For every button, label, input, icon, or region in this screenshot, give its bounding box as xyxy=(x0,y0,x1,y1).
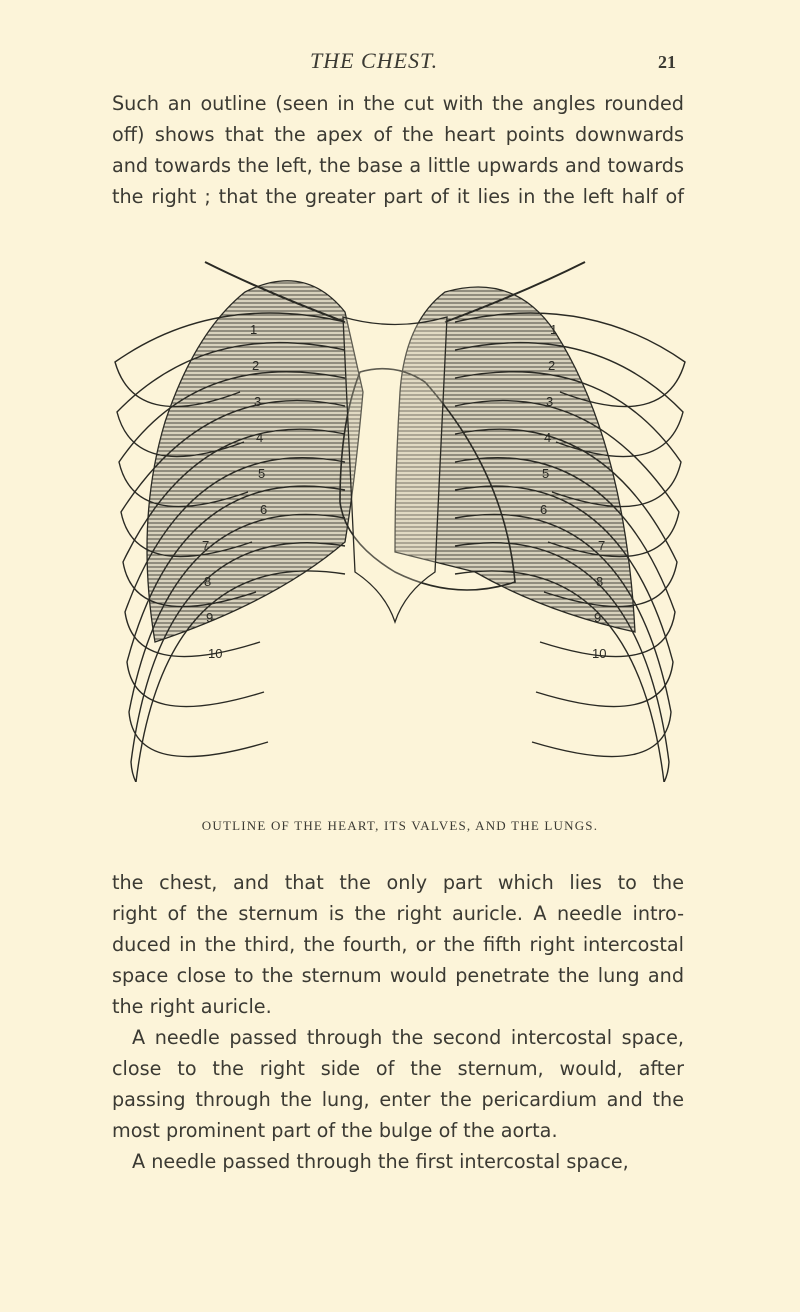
rib-number-label: 1 xyxy=(250,322,258,337)
rib-number-label: 6 xyxy=(260,502,268,517)
paragraph-bottom xyxy=(112,867,684,1177)
running-header xyxy=(0,48,800,78)
rib-number-label: 8 xyxy=(596,574,604,589)
text-line: passing through the lung, enter the pericardium and the xyxy=(112,1088,684,1111)
figure-caption: OUTLINE OF THE HEART, ITS VALVES, AND THE LUNGS. xyxy=(201,818,599,833)
page-number: 21 xyxy=(658,52,676,72)
text-line: Such an outline (seen in the cut with the angles rounded xyxy=(112,92,684,115)
rib-number-label: 9 xyxy=(206,610,214,625)
rib-number-label: 3 xyxy=(254,394,262,409)
sternum xyxy=(343,317,447,622)
rib-number-label: 7 xyxy=(202,538,210,553)
text-line: right of the sternum is the right auricle. A needle intro- xyxy=(112,902,684,925)
text-line: close to the right side of the sternum, would, after xyxy=(112,1057,684,1080)
rib-number-label: 2 xyxy=(252,358,260,373)
text-line: the right auricle. xyxy=(112,995,272,1018)
text-line: duced in the third, the fourth, or the fifth right intercostal xyxy=(112,933,684,956)
paragraph-top xyxy=(112,88,684,212)
text-line: A needle passed through the first intercostal space, xyxy=(132,1150,629,1173)
rib-number-label: 10 xyxy=(208,646,223,661)
chest-illustration xyxy=(95,222,705,782)
rib-number-label: 9 xyxy=(594,610,602,625)
rib-number-label: 1 xyxy=(550,322,558,337)
rib-number-label: 8 xyxy=(204,574,212,589)
rib-number-label: 4 xyxy=(544,430,552,445)
text-line: off) shows that the apex of the heart points downwards xyxy=(112,123,684,146)
rib-number-label: 6 xyxy=(540,502,548,517)
rib-number-label: 2 xyxy=(548,358,556,373)
heart-lungs-drawing xyxy=(95,222,705,782)
text-line: space close to the sternum would penetrate the lung and xyxy=(112,964,684,987)
text-line: most prominent part of the bulge of the aorta. xyxy=(112,1119,558,1142)
rib-number-label: 7 xyxy=(598,538,606,553)
rib-number-label: 5 xyxy=(258,466,266,481)
rib-number-label: 10 xyxy=(592,646,607,661)
text-line: the right ; that the greater part of it lies in the left half of xyxy=(112,185,684,208)
rib-number-label: 4 xyxy=(256,430,264,445)
text-line: A needle passed through the second intercostal space, xyxy=(132,1026,684,1049)
text-line: and towards the left, the base a little upwards and towards xyxy=(112,154,684,177)
rib-number-label: 5 xyxy=(542,466,550,481)
text-line: the chest, and that the only part which lies to the xyxy=(112,871,684,894)
rib-number-label: 3 xyxy=(546,394,554,409)
running-title: THE CHEST. xyxy=(310,48,439,73)
